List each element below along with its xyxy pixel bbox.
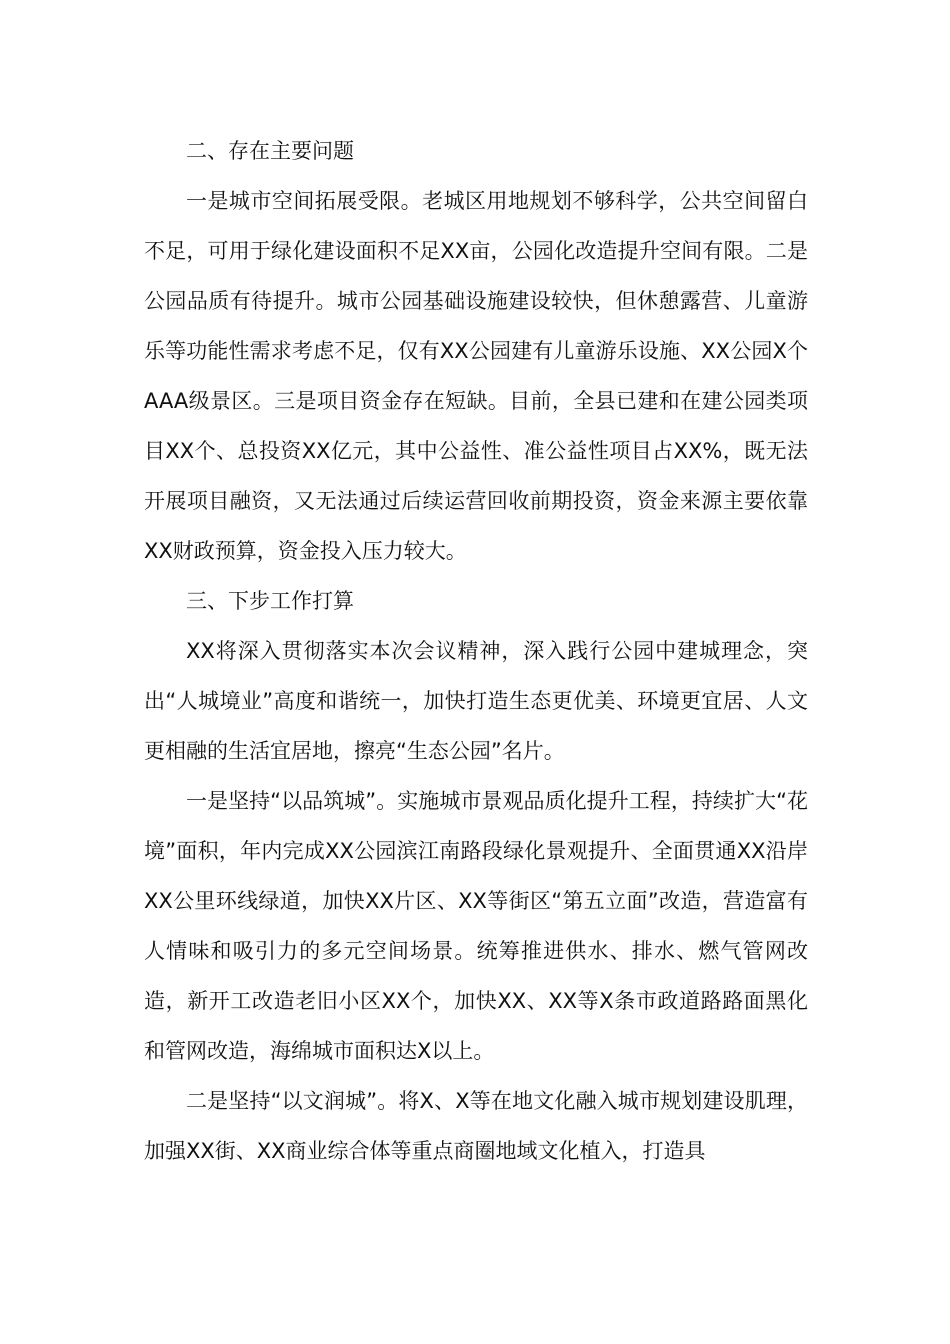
paragraph-problems: 一是城市空间拓展受限。老城区用地规划不够科学，公共空间留白不足，可用于绿化建设面积不足XX亩，公园化改造提升空间有限。二是公园品质有待提升。城市公园基础设施建设较快，但休憩露营、儿童游乐等功能性需求考虑不足，仅有XX公园建有儿童游乐设施、XX公园X个AAA级景区。三是项目资金存在短缺。目前，全县已建和在建公园类项目XX个、总投资XX亿元，其中公益性、准公益性项目占XX%，既无法开展项目融资，又无法通过后续运营回收前期投资，资金来源主要依靠XX财政预算，资金投入压力较大。 — [144, 189, 808, 563]
paragraph-point-quality-city: 一是坚持“以品筑城”。实施城市景观品质化提升工程，持续扩大“花境”面积，年内完成XX公园滨江南路段绿化景观提升、全面贯通XX沿岸XX公里环线绿道，加快XX片区、XX等街区“第五立面”改造，营造富有人情味和吸引力的多元空间场景。统筹推进供水、排水、燃气管网改造，新开工改造老旧小区XX个，加快XX、XX等X条市政道路路面黑化和管网改造，海绵城市面积达X以上。 — [144, 789, 808, 1063]
section-heading-next-steps: 三、下步工作打算 — [186, 589, 354, 613]
section-heading-problems: 二、存在主要问题 — [186, 139, 354, 163]
paragraph-point-culture-city: 二是坚持“以文润城”。将X、X等在地文化融入城市规划建设肌理，加强XX街、XX商业综合体等重点商圈地域文化植入，打造具 — [144, 1089, 808, 1163]
paragraph-next-steps-intro: XX将深入贯彻落实本次会议精神，深入践行公园中建城理念，突出“人城境业”高度和谐统一，加快打造生态更优美、环境更宜居、人文更相融的生活宜居地，擦亮“生态公园”名片。 — [144, 639, 808, 763]
document-body — [144, 126, 808, 1176]
